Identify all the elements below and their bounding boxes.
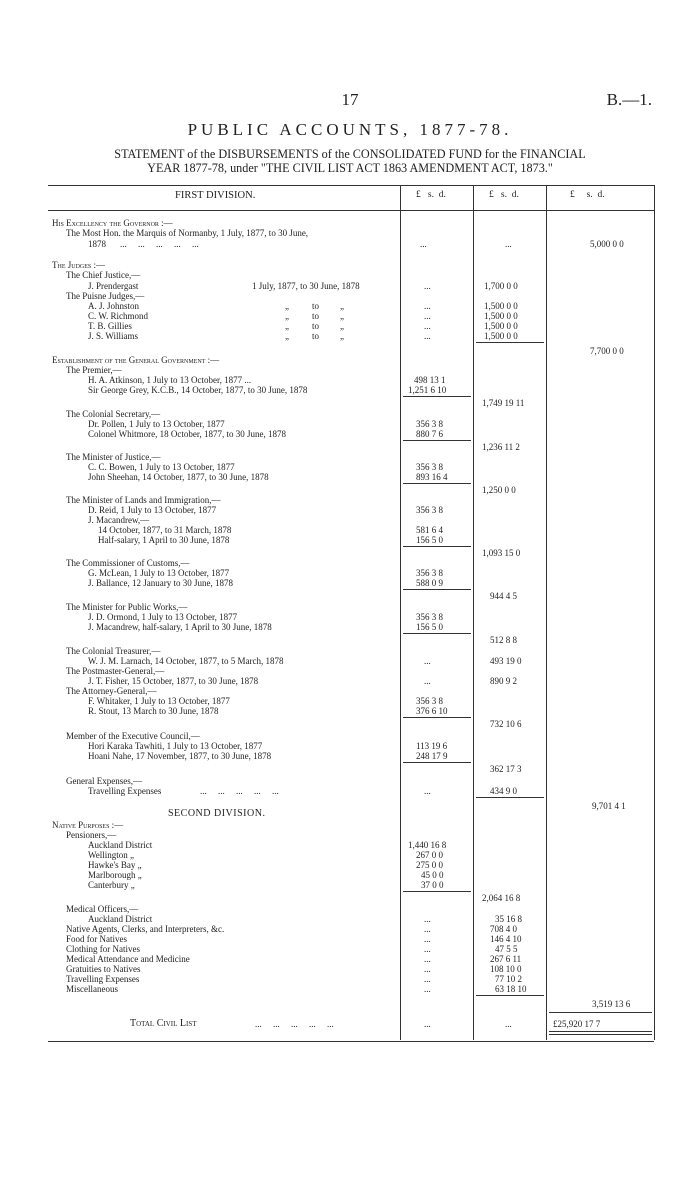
ditto-mark: „	[340, 301, 344, 311]
col1-value: 267 0 0	[416, 850, 443, 860]
col2-value: 35 16 8	[495, 914, 522, 924]
entry-label: Clothing for Natives	[66, 944, 140, 954]
col1-value: 880 7 6	[416, 429, 443, 439]
grand-total: £25,920 17 7	[553, 1019, 601, 1029]
entry-label: Auckland District	[88, 840, 153, 850]
entry-label: John Sheehan, 14 October, 1877, to 30 June, 1878	[88, 472, 269, 482]
column-divider	[546, 185, 547, 1040]
entry-label: G. McLean, 1 July to 13 October, 1877	[88, 568, 230, 578]
subtitle-line: YEAR 1877-78, under "THE CIVIL LIST ACT 1863 AMENDMENT ACT, 1873."	[147, 161, 553, 175]
entry-label: A. J. Johnston	[88, 301, 140, 311]
col1-value: 356 3 8	[416, 505, 443, 515]
col2-value: 1,236 11 2	[482, 442, 520, 452]
col1-value: ...	[424, 914, 431, 924]
entry-label: Medical Attendance and Medicine	[66, 954, 190, 964]
col1-value: 581 6 4	[416, 525, 443, 535]
col1-value: ...	[424, 676, 431, 686]
entry-label: 1878	[88, 239, 106, 249]
col2-value: 1,500 0 0	[484, 331, 518, 341]
section-heading: The Judges :—	[52, 260, 105, 270]
leader-dots: ... ... ... ... ...	[120, 239, 199, 249]
subtotal-rule	[476, 995, 544, 996]
entry-label: R. Stout, 13 March to 30 June, 1878	[88, 706, 219, 716]
subtotal-rule	[403, 440, 471, 441]
entry-label: The Most Hon. the Marquis of Normanby, 1 July, 1877, to 30 June,	[66, 228, 309, 238]
entry-label: J. T. Fisher, 15 October, 1877, to 30 June, 1878	[88, 676, 259, 686]
column-header: £ s. d.	[489, 190, 519, 200]
entry-label: Medical Officers,—	[66, 904, 139, 914]
section-heading: His Excellency the Governor :—	[52, 218, 173, 228]
entry-label: J. Ballance, 12 January to 30 June, 1878	[88, 578, 233, 588]
subtotal-rule	[403, 717, 471, 718]
col1-value: ...	[424, 964, 431, 974]
entry-label: Food for Natives	[66, 934, 127, 944]
col1-value: 37 0 0	[421, 880, 444, 890]
col1-value: 275 0 0	[416, 860, 443, 870]
ditto-mark: „	[340, 321, 344, 331]
period-label: 1 July, 1877, to 30 June, 1878	[252, 281, 360, 291]
col1-value: 588 0 9	[416, 578, 443, 588]
ditto-mark: to	[312, 311, 320, 321]
entry-label: Hoani Nahe, 17 November, 1877, to 30 June, 1878	[88, 751, 272, 761]
col1-value: 356 3 8	[416, 462, 443, 472]
entry-label: Wellington „	[88, 850, 135, 860]
col2-value: 944 4 5	[490, 591, 517, 601]
col2-value: 1,500 0 0	[484, 311, 518, 321]
subtotal-rule	[403, 762, 471, 763]
entry-label: Gratuities to Natives	[66, 964, 141, 974]
column-header: £ s. d.	[570, 190, 605, 200]
entry-label: J. D. Ormond, 1 July to 13 October, 1877	[88, 612, 238, 622]
entry-label: Miscellaneous	[66, 984, 118, 994]
subtitle-line: STATEMENT of the DISBURSEMENTS of the CONSOLIDATED FUND for the FINANCIAL	[114, 147, 586, 161]
entry-label: W. J. M. Larnach, 14 October, 1877, to 5 March, 1878	[88, 656, 284, 666]
col1-value: ...	[424, 321, 431, 331]
entry-label: 14 October, 1877, to 31 March, 1878	[98, 525, 232, 535]
ditto-mark: „	[285, 301, 289, 311]
entry-label: C. C. Bowen, 1 July to 13 October, 1877	[88, 462, 235, 472]
col2-value: 1,500 0 0	[484, 321, 518, 331]
entry-label: The Minister of Justice,—	[66, 452, 161, 462]
subtotal-rule	[403, 589, 471, 590]
col1-value: ...	[424, 984, 431, 994]
ditto-mark: to	[312, 321, 320, 331]
entry-label: Sir George Grey, K.C.B., 14 October, 1877, to 30 June, 1878	[88, 385, 308, 395]
col1-value: ...	[424, 974, 431, 984]
col1-value: ...	[424, 944, 431, 954]
col3-value: 5,000 0 0	[590, 239, 624, 249]
subtotal-rule	[403, 546, 471, 547]
col2-value: 434 9 0	[490, 786, 517, 796]
entry-label: F. Whitaker, 1 July to 13 October, 1877	[88, 696, 230, 706]
entry-label: J. Macandrew,—	[88, 515, 150, 525]
entry-label: C. W. Richmond	[88, 311, 149, 321]
col1-value: 376 6 10	[416, 706, 448, 716]
entry-label: Member of the Executive Council,—	[66, 731, 200, 741]
col2-value: ...	[505, 239, 512, 249]
entry-label: Travelling Expenses	[88, 786, 162, 796]
col2-value: 108 10 0	[490, 964, 522, 974]
col2-value: 63 18 10	[495, 984, 527, 994]
col2-value: 2,064 16 8	[482, 893, 521, 903]
col2-value: 493 19 0	[490, 656, 522, 666]
col2-value: 146 4 10	[490, 934, 522, 944]
ditto-mark: „	[285, 331, 289, 341]
ditto-mark: to	[312, 301, 320, 311]
entry-label: Native Agents, Clerks, and Interpreters, &c.	[66, 924, 225, 934]
column-header: £ s. d.	[416, 190, 446, 200]
col1-value: 113 19 6	[416, 741, 448, 751]
entry-label: The Puisne Judges,—	[66, 291, 145, 301]
subtotal-rule	[476, 797, 544, 798]
subtotal-rule	[476, 342, 544, 343]
ditto-mark: „	[340, 311, 344, 321]
entry-label: H. A. Atkinson, 1 July to 13 October, 1877 ...	[88, 375, 252, 385]
division-heading: FIRST DIVISION.	[175, 190, 256, 201]
ditto-mark: „	[285, 321, 289, 331]
page-number: 17	[341, 90, 359, 109]
col2-value: 1,250 0 0	[482, 485, 516, 495]
ditto-mark: to	[312, 331, 320, 341]
statement-subtitle	[48, 147, 652, 175]
col2-value: 1,093 15 0	[482, 548, 521, 558]
col1-value: ...	[424, 786, 431, 796]
col1-value: 356 3 8	[416, 419, 443, 429]
col1-value: 356 3 8	[416, 568, 443, 578]
entry-label: Marlborough „	[88, 870, 142, 880]
double-rule	[549, 1034, 652, 1035]
col2-value: 708 4 0	[490, 924, 517, 934]
col2-value: 1,500 0 0	[484, 301, 518, 311]
col2-value: ...	[505, 1019, 512, 1029]
entry-label: The Colonial Secretary,—	[66, 409, 161, 419]
col3-value: 3,519 13 6	[592, 999, 631, 1009]
subtotal-rule	[403, 633, 471, 634]
entry-label: Hawke's Bay „	[88, 860, 142, 870]
entry-label: Travelling Expenses	[66, 974, 140, 984]
entry-label: Auckland District	[88, 914, 153, 924]
col1-value: 356 3 8	[416, 612, 443, 622]
entry-label: J. S. Williams	[88, 331, 138, 341]
subtotal-rule	[403, 396, 471, 397]
col1-value: ...	[424, 281, 431, 291]
entry-label: Colonel Whitmore, 18 October, 1877, to 30 June, 1878	[88, 429, 286, 439]
double-rule	[549, 1031, 652, 1032]
page-title: PUBLIC ACCOUNTS, 1877-78.	[187, 120, 513, 139]
entry-label: Half-salary, 1 April to 30 June, 1878	[98, 535, 230, 545]
col3-value: 9,701 4 1	[592, 801, 626, 811]
total-label: Total Civil List	[130, 1018, 197, 1029]
subtotal-rule	[403, 483, 471, 484]
col1-value: 156 5 0	[416, 622, 443, 632]
col2-value: 1,749 19 11	[482, 398, 525, 408]
col1-value: 45 0 0	[421, 870, 444, 880]
col2-value: 362 17 3	[490, 764, 522, 774]
entry-label: The Minister of Lands and Immigration,—	[66, 495, 221, 505]
leader-dots: ... ... ... ... ...	[255, 1019, 334, 1029]
entry-label: The Minister for Public Works,—	[66, 602, 188, 612]
header-rule	[48, 210, 654, 211]
entry-label: The Chief Justice,—	[66, 270, 141, 280]
col2-value: 1,700 0 0	[484, 281, 518, 291]
col1-value: ...	[420, 239, 427, 249]
col1-value: 893 16 4	[416, 472, 448, 482]
col1-value: ...	[424, 954, 431, 964]
col1-value: 1,440 16 8	[408, 840, 447, 850]
section-heading: Native Purposes :—	[52, 820, 124, 830]
col1-value: ...	[424, 331, 431, 341]
entry-label: Dr. Pollen, 1 July to 13 October, 1877	[88, 419, 225, 429]
entry-label: Pensioners,—	[66, 830, 117, 840]
column-divider	[654, 185, 655, 1040]
entry-label: General Expenses,—	[66, 776, 142, 786]
col3-value: 7,700 0 0	[590, 346, 624, 356]
entry-label: The Attorney-General,—	[66, 686, 157, 696]
col2-value: 732 10 6	[490, 719, 522, 729]
col1-value: ...	[424, 1019, 431, 1029]
entry-label: The Premier,—	[66, 365, 122, 375]
division-heading: SECOND DIVISION.	[168, 808, 266, 819]
col2-value: 512 8 8	[490, 635, 517, 645]
entry-label: J. Macandrew, half-salary, 1 April to 30 June, 1878	[88, 622, 272, 632]
leader-dots: ... ... ... ... ...	[200, 786, 279, 796]
col2-value: 890 9 2	[490, 676, 517, 686]
col1-value: 248 17 9	[416, 751, 448, 761]
col1-value: ...	[424, 301, 431, 311]
column-divider	[400, 185, 401, 1040]
col1-value: ...	[424, 934, 431, 944]
entry-label: J. Prendergast	[88, 281, 139, 291]
section-heading: Establishment of the General Government :—	[52, 355, 220, 365]
col1-value: ...	[424, 311, 431, 321]
col2-value: 47 5 5	[495, 944, 518, 954]
col1-value: 1,251 6 10	[408, 385, 447, 395]
col2-value: 267 6 11	[490, 954, 522, 964]
column-divider	[473, 185, 474, 1040]
entry-label: D. Reid, 1 July to 13 October, 1877	[88, 505, 217, 515]
col1-value: 498 13 1	[414, 375, 446, 385]
subtotal-rule	[403, 891, 471, 892]
ditto-mark: „	[285, 311, 289, 321]
entry-label: The Postmaster-General,—	[66, 666, 165, 676]
entry-label: Hori Karaka Tawhiti, 1 July to 13 October, 1877	[88, 741, 263, 751]
col1-value: ...	[424, 924, 431, 934]
col1-value: 356 3 8	[416, 696, 443, 706]
document-reference: B.—1.	[606, 90, 652, 109]
col2-value: 77 10 2	[495, 974, 522, 984]
entry-label: The Colonial Treasurer,—	[66, 646, 161, 656]
col1-value: 156 5 0	[416, 535, 443, 545]
subtotal-rule	[549, 1012, 652, 1013]
entry-label: The Commissioner of Customs,—	[66, 558, 190, 568]
entry-label: T. B. Gillies	[88, 321, 132, 331]
ditto-mark: „	[340, 331, 344, 341]
col1-value: ...	[424, 656, 431, 666]
entry-label: Canterbury „	[88, 880, 135, 890]
